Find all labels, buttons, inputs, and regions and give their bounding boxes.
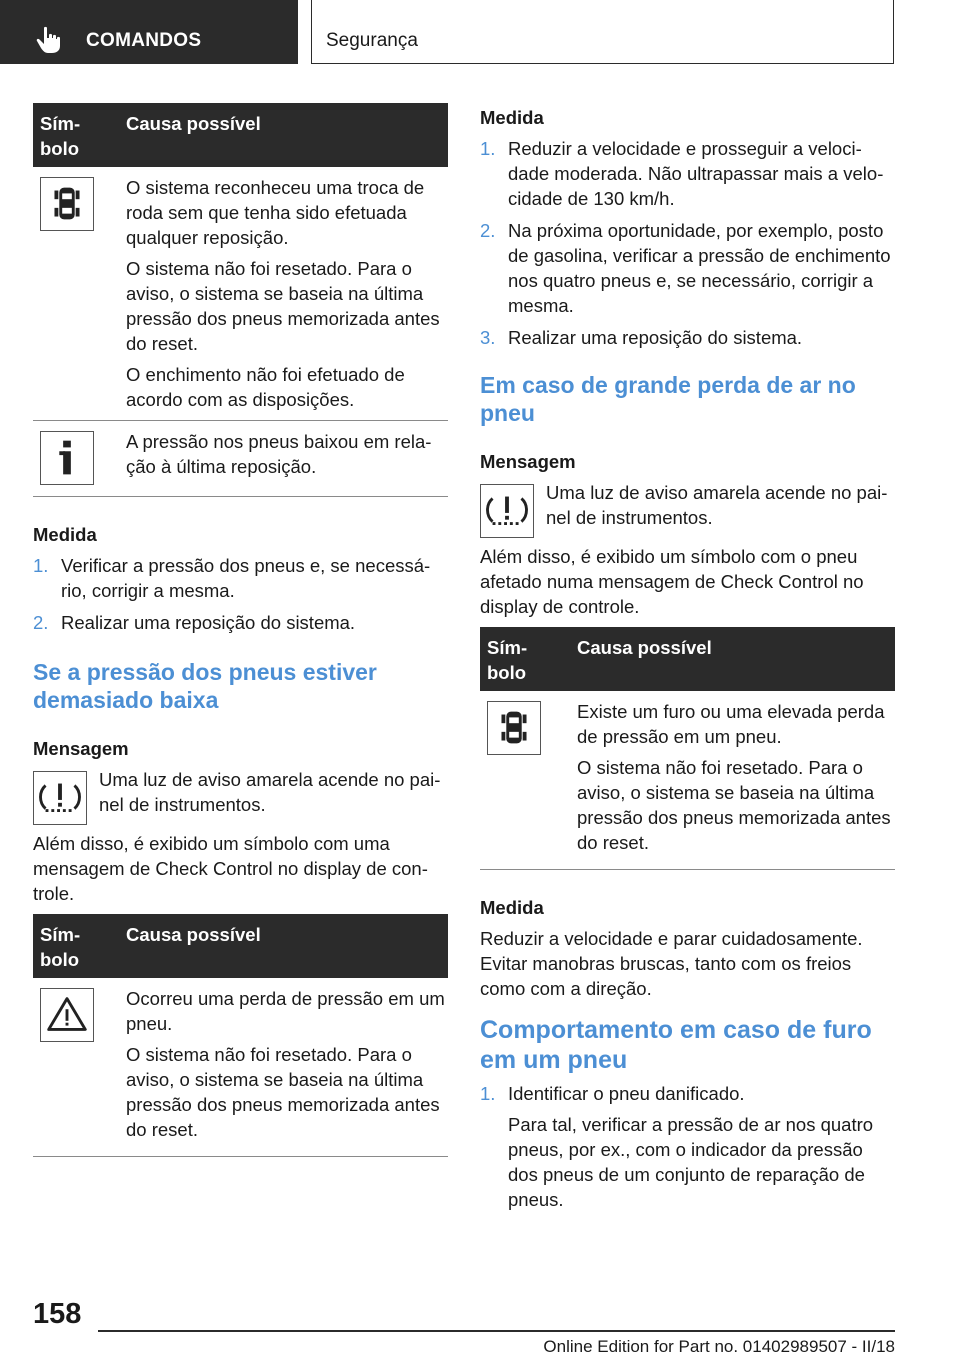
section-label: Segurança bbox=[326, 30, 418, 51]
section-heading: Em caso de grande perda de ar no pneu bbox=[480, 372, 856, 426]
medida-title: Medida bbox=[480, 897, 544, 918]
message-block bbox=[33, 767, 448, 823]
section-header bbox=[311, 0, 894, 64]
list-item: 1. Identificar o pneu danificado. Para tal, verificar a pressão de ar nos quatro pneus, por ex., com o indicador da pressão dos pneus de um conjunto de reparação de pneus. bbox=[480, 1081, 895, 1212]
message-block bbox=[480, 480, 895, 536]
symbol-column-header: Símbolo bbox=[40, 924, 81, 970]
section-heading: Comportamento em caso de furo em um pneu bbox=[480, 1016, 872, 1074]
footer-divider bbox=[98, 1330, 895, 1332]
table-row bbox=[33, 167, 448, 421]
list-item: 2. Na próxima oportunidade, por exemplo, posto de gasolina, verificar a pressão de enchimento nos quatro pneus e, se necessário, corrigir a mesma. bbox=[480, 220, 891, 316]
section-heading: Se a pressão dos pneus estiver demasiado baixa bbox=[33, 659, 377, 713]
tire-car-icon bbox=[487, 701, 541, 755]
hand-pointer-icon bbox=[36, 26, 62, 54]
medida-steps bbox=[33, 553, 448, 635]
left-column bbox=[33, 103, 448, 1157]
steps-list bbox=[480, 1081, 895, 1212]
cause-text: Existe um furo ou uma elevada perda de pressão em um pneu. bbox=[577, 701, 885, 747]
medida-steps bbox=[480, 136, 895, 350]
list-item: 2. Realizar uma reposição do sistema. bbox=[33, 612, 356, 633]
symbol-column-header: Símbolo bbox=[40, 113, 81, 159]
list-item: 1. Verificar a pressão dos pneus e, se necessário, corrigir a mesma. bbox=[33, 555, 431, 601]
table-row bbox=[33, 421, 448, 497]
body-text: Além disso, é exibido um símbolo com o pneu afetado numa mensagem de Check Control no display de controle. bbox=[480, 546, 864, 617]
list-item: 3. Realizar uma reposição do sistema. bbox=[480, 327, 803, 348]
list-item: 1. Reduzir a velocidade e prosseguir a velocidade moderada. Não ultrapassar mais a velocidade de 130 km/h. bbox=[480, 138, 884, 209]
cause-text: O sistema não foi resetado. Para o aviso, o sistema se baseia na última pressão dos pneus memorizada antes do reset. bbox=[126, 258, 440, 354]
table-row bbox=[33, 978, 448, 1157]
cause-text: O sistema não foi resetado. Para o aviso, o sistema se baseia na última pressão dos pneus memorizada antes do reset. bbox=[577, 757, 891, 853]
body-text: Além disso, é exibido um símbolo com uma mensagem de Check Control no display de controle. bbox=[33, 833, 428, 904]
symbol-column-header: Símbolo bbox=[487, 637, 528, 683]
cause-text: A pressão nos pneus baixou em relação à última reposição. bbox=[126, 431, 432, 477]
right-column bbox=[480, 103, 895, 1219]
table-header bbox=[33, 103, 448, 167]
cause-column-header: Causa possível bbox=[577, 637, 712, 658]
medida-title: Medida bbox=[33, 524, 97, 545]
chapter-tab[interactable] bbox=[0, 0, 298, 64]
info-icon bbox=[40, 431, 94, 485]
tire-pressure-warning-icon bbox=[33, 771, 87, 825]
cause-text: O sistema não foi resetado. Para o aviso, o sistema se baseia na última pressão dos pneus memorizada antes do reset. bbox=[126, 1044, 440, 1140]
cause-column-header: Causa possível bbox=[126, 924, 261, 945]
chapter-label: COMANDOS bbox=[86, 30, 202, 51]
table-row bbox=[480, 691, 895, 870]
edition-note: Online Edition for Part no. 01402989507 - II/18 bbox=[543, 1337, 895, 1356]
tire-car-icon bbox=[40, 177, 94, 231]
message-text: Uma luz de aviso amarela acende no painel de instrumentos. bbox=[99, 769, 441, 815]
mensagem-title: Mensagem bbox=[480, 451, 576, 472]
body-text: Reduzir a velocidade e parar cuidadosamente. Evitar manobras bruscas, tanto com os freios como com a direção. bbox=[480, 928, 863, 999]
mensagem-title: Mensagem bbox=[33, 738, 129, 759]
tire-pressure-warning-icon bbox=[480, 484, 534, 538]
table-header bbox=[33, 914, 448, 978]
cause-text: Ocorreu uma perda de pressão em um pneu. bbox=[126, 988, 445, 1034]
cause-column-header: Causa possível bbox=[126, 113, 261, 134]
cause-text: O sistema reconheceu uma troca de roda sem que tenha sido efetuada qualquer reposição. bbox=[126, 177, 425, 248]
cause-text: O enchimento não foi efetuado de acordo com as disposições. bbox=[126, 364, 405, 410]
warning-triangle-icon bbox=[40, 988, 94, 1042]
table-header bbox=[480, 627, 895, 691]
medida-title: Medida bbox=[480, 107, 544, 128]
message-text: Uma luz de aviso amarela acende no painel de instrumentos. bbox=[546, 482, 888, 528]
page-number: 158 bbox=[33, 1298, 82, 1330]
step-detail: Para tal, verificar a pressão de ar nos quatro pneus, por ex., com o indicador da pressão dos pneus de um conjunto de reparação de pneus. bbox=[508, 1114, 874, 1210]
